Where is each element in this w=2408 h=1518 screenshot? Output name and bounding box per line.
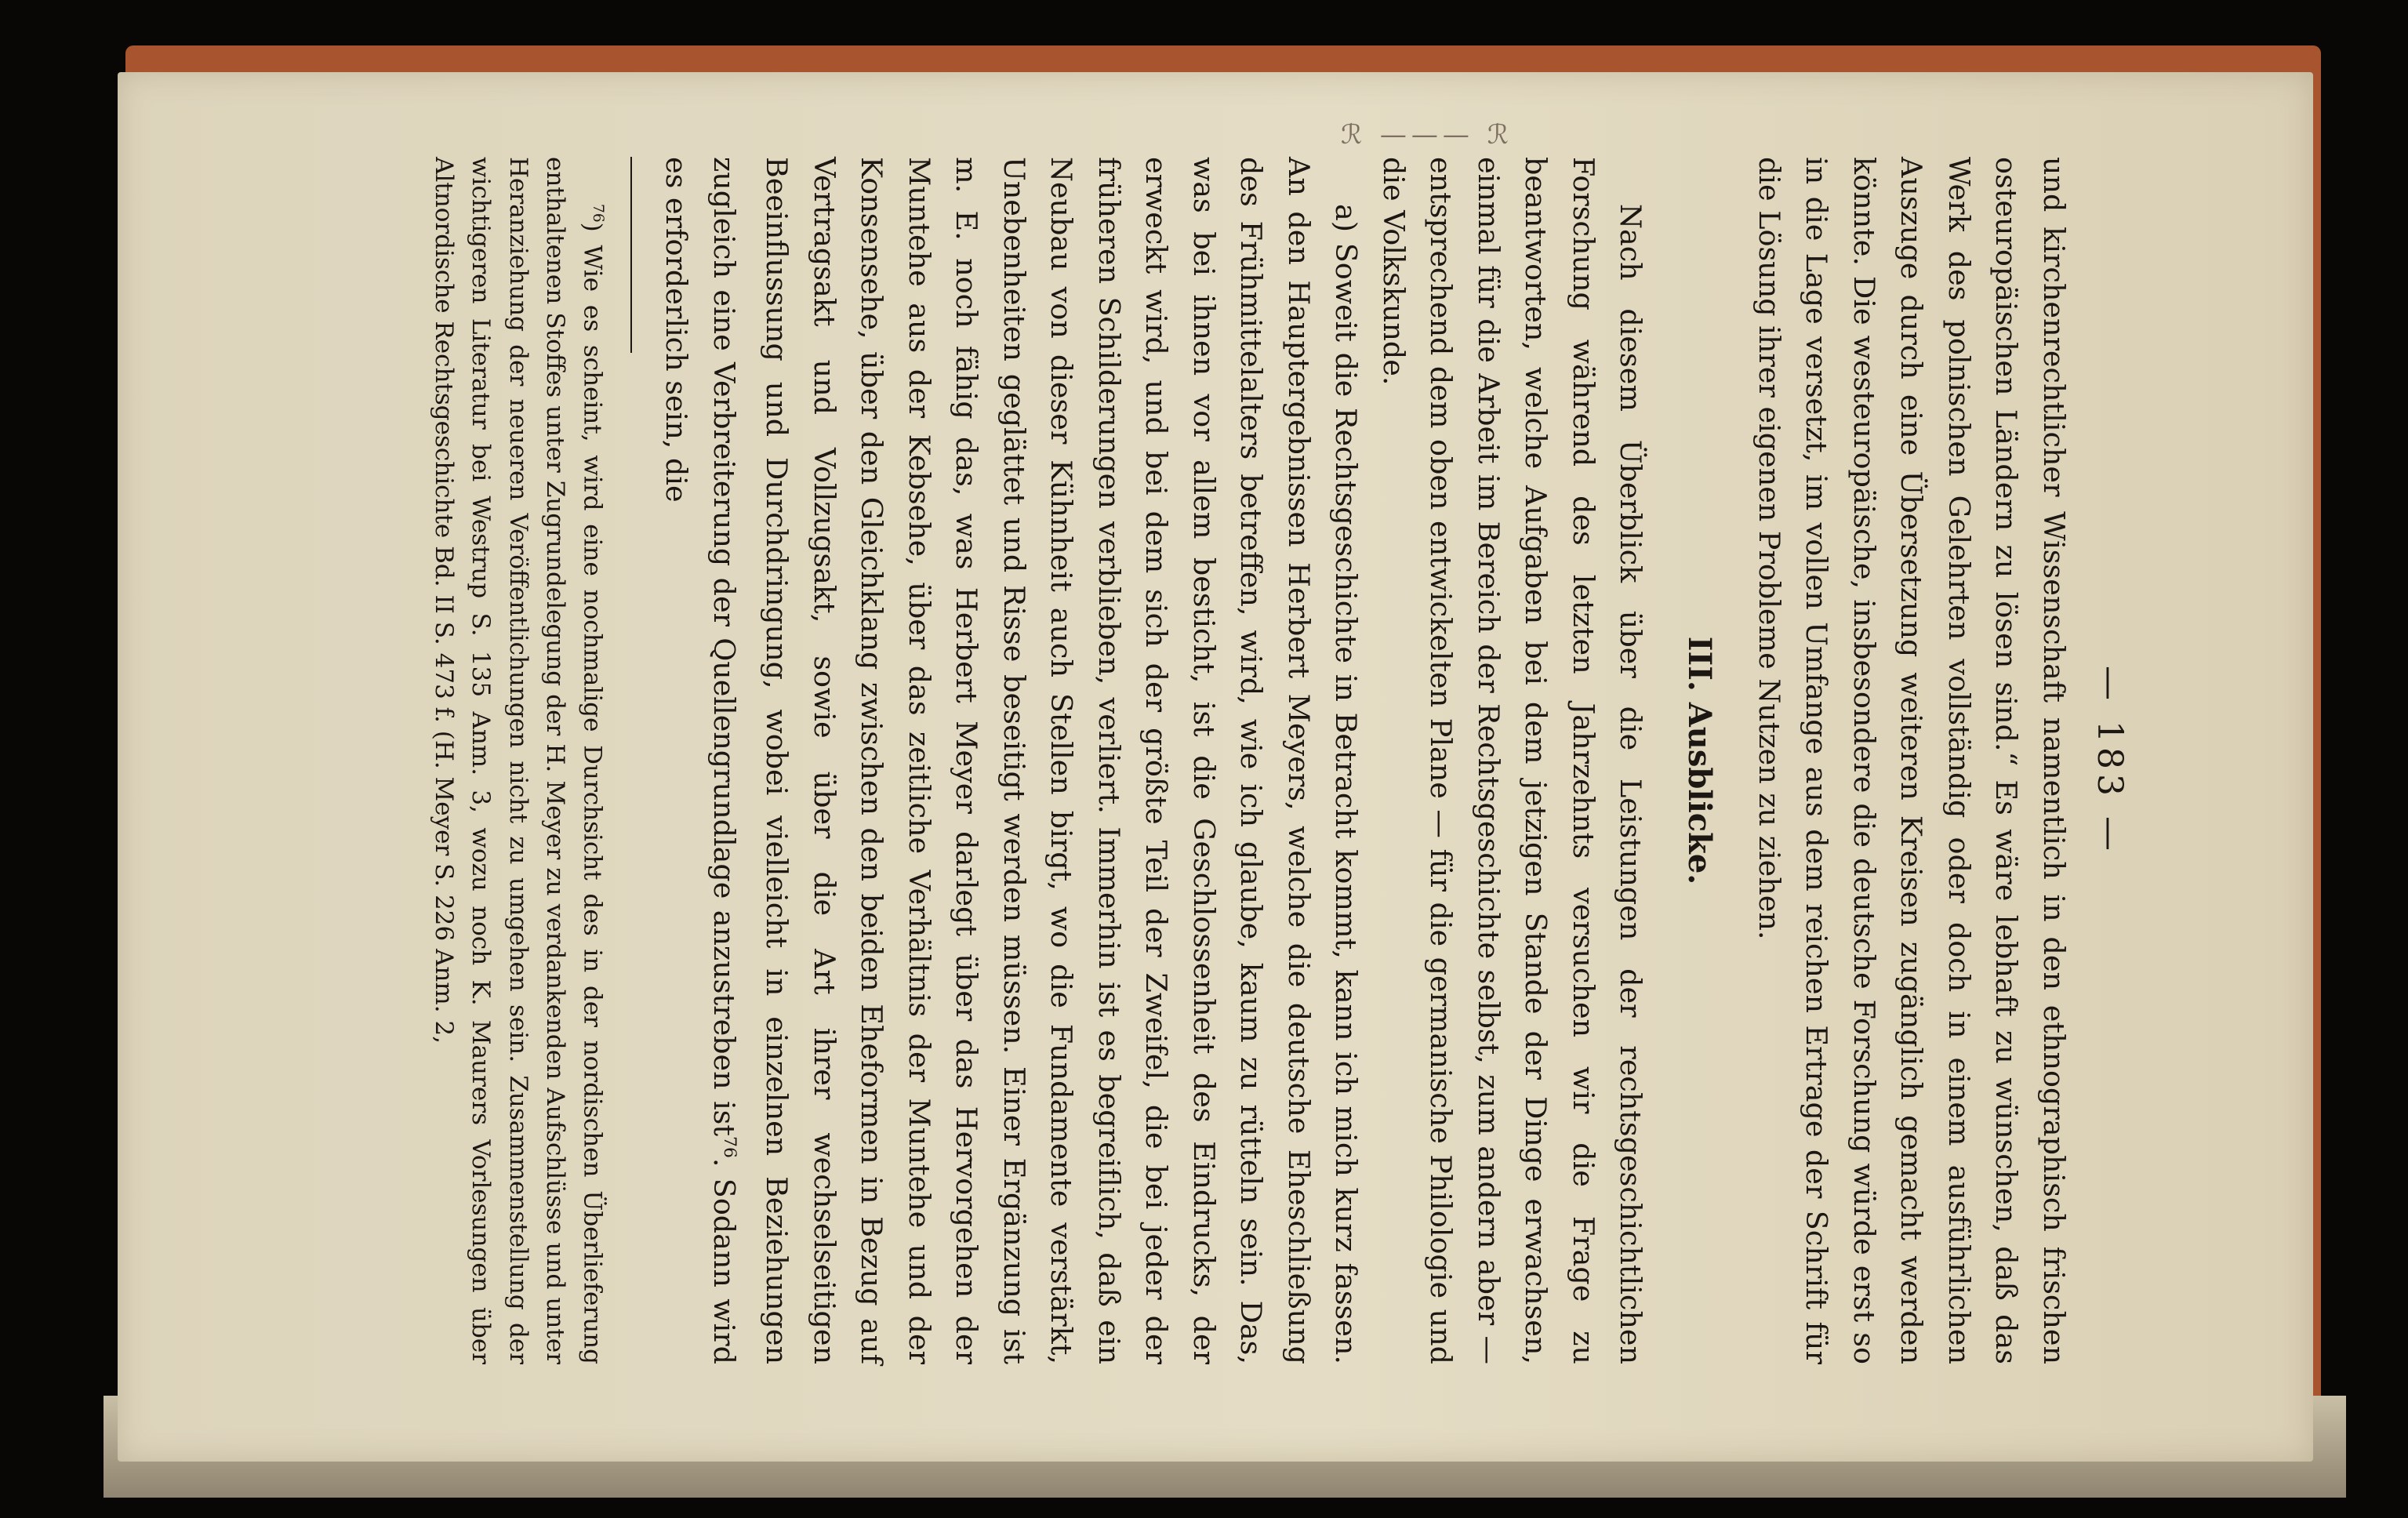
top-paragraph: und kirchenrechtlicher Wissenschaft namentlich in den ethnographisch frischen osteuropäischen Ländern zu lösen sind.“ Es wäre lebhaft zu wünschen, daß das Werk des polnischen Gelehrten vollständig oder doch in einem ausführlichen Auszuge durch eine Übersetzung weiteren Kreisen zugänglich gemacht werden könnte. Die westeuropäische, insbesondere die deutsche Forschung würde erst so in die Lage versetzt, im vollen Umfange aus dem reichen Ertrage der Schrift für die Lösung ihrer eigenen Probleme Nutzen zu ziehen. (1752, 157, 2071, 1364)
library-stamp: ℛ ——— ℛ (1341, 119, 1513, 151)
paragraph-2 (652, 157, 1370, 1364)
paragraph-2-end: . Sodann wird es erforderlich sein, die (659, 157, 741, 1364)
section-heading: III. Ausblicke. (1681, 636, 1719, 885)
footnote-text: ) Wie es scheint, wird eine nochmalige Durchsicht des in der nordischen Überlieferung enthaltenen Stoffes unter Zugrundelegung der H. Meyer zu verdankenden Aufschlüsse und unter Heranziehung der neueren Veröffentlichungen nicht zu umgehen sein. Zusammenstellung der wichtigeren Literatur bei Westrup S. 135 Anm. 3, wozu noch K. Maurers Vorlesungen über Altnordische Rechtsgeschichte Bd. II S. 473 f. (H. Meyer S. 226 Anm. 2, (429, 157, 607, 1364)
footnote-mark: 76 (589, 204, 606, 223)
paragraph-2-text: a) Soweit die Rechtsgeschichte in Betracht kommt, kann ich mich kurz fassen. An den Hauptergebnissen Herbert Meyers, welche die deutsche Eheschließung des Frühmittelalters betreffen, wird, wie ich glaube, kaum zu rütteln sein. Das, was bei ihnen vor allem besticht, ist die Geschlossenheit des Eindrucks, der erweckt wird, und bei dem sich der größte Teil der Zweifel, die bei jeder der früheren Schilderungen verblieben, verliert. Immerhin ist es begreiflich, daß ein Neubau von dieser Kühnheit auch Stellen birgt, wo die Fundamente verstärkt, Unebenheiten geglättet und Risse beseitigt werden müssen. Einer Ergänzung ist m. E. noch fähig das, was Herbert Meyer darlegt über das Hervorgehen der Muntehe aus der Kebsehe, über das zeitliche Verhältnis der Muntehe und der Konsensehe, über den Gleichklang zwischen den beiden Eheformen in Bezug auf Vertragsakt und Vollzugsakt, sowie über die Art ihrer wechselseitigen Beeinflussung und Durchdringung, wobei vielleicht in einzelnen Beziehungen zugleich eine Verbreiterung der Quellengrundlage anzustreben ist (706, 157, 1364, 1364)
footnote-rule (630, 157, 632, 353)
page-text-block (223, 157, 2137, 1364)
page-number: — 183 — (2090, 666, 2130, 855)
footnote-reference: 76 (720, 1136, 739, 1158)
footnote (424, 157, 616, 1364)
paragraph-1: Nach diesem Überblick über die Leistungen der rechtsgeschichtlichen Forschung während des letzten Jahrzehnts versuchen wir die Frage zu beantworten, welche Aufgaben bei dem jetzigen Stande der Dinge erwachsen, einmal für die Arbeit im Bereich der Rechtsgeschichte selbst, zum andern aber — entsprechend dem oben entwickelten Plane — für die germanische Philologie und die Volkskunde. (1377, 157, 1648, 1364)
